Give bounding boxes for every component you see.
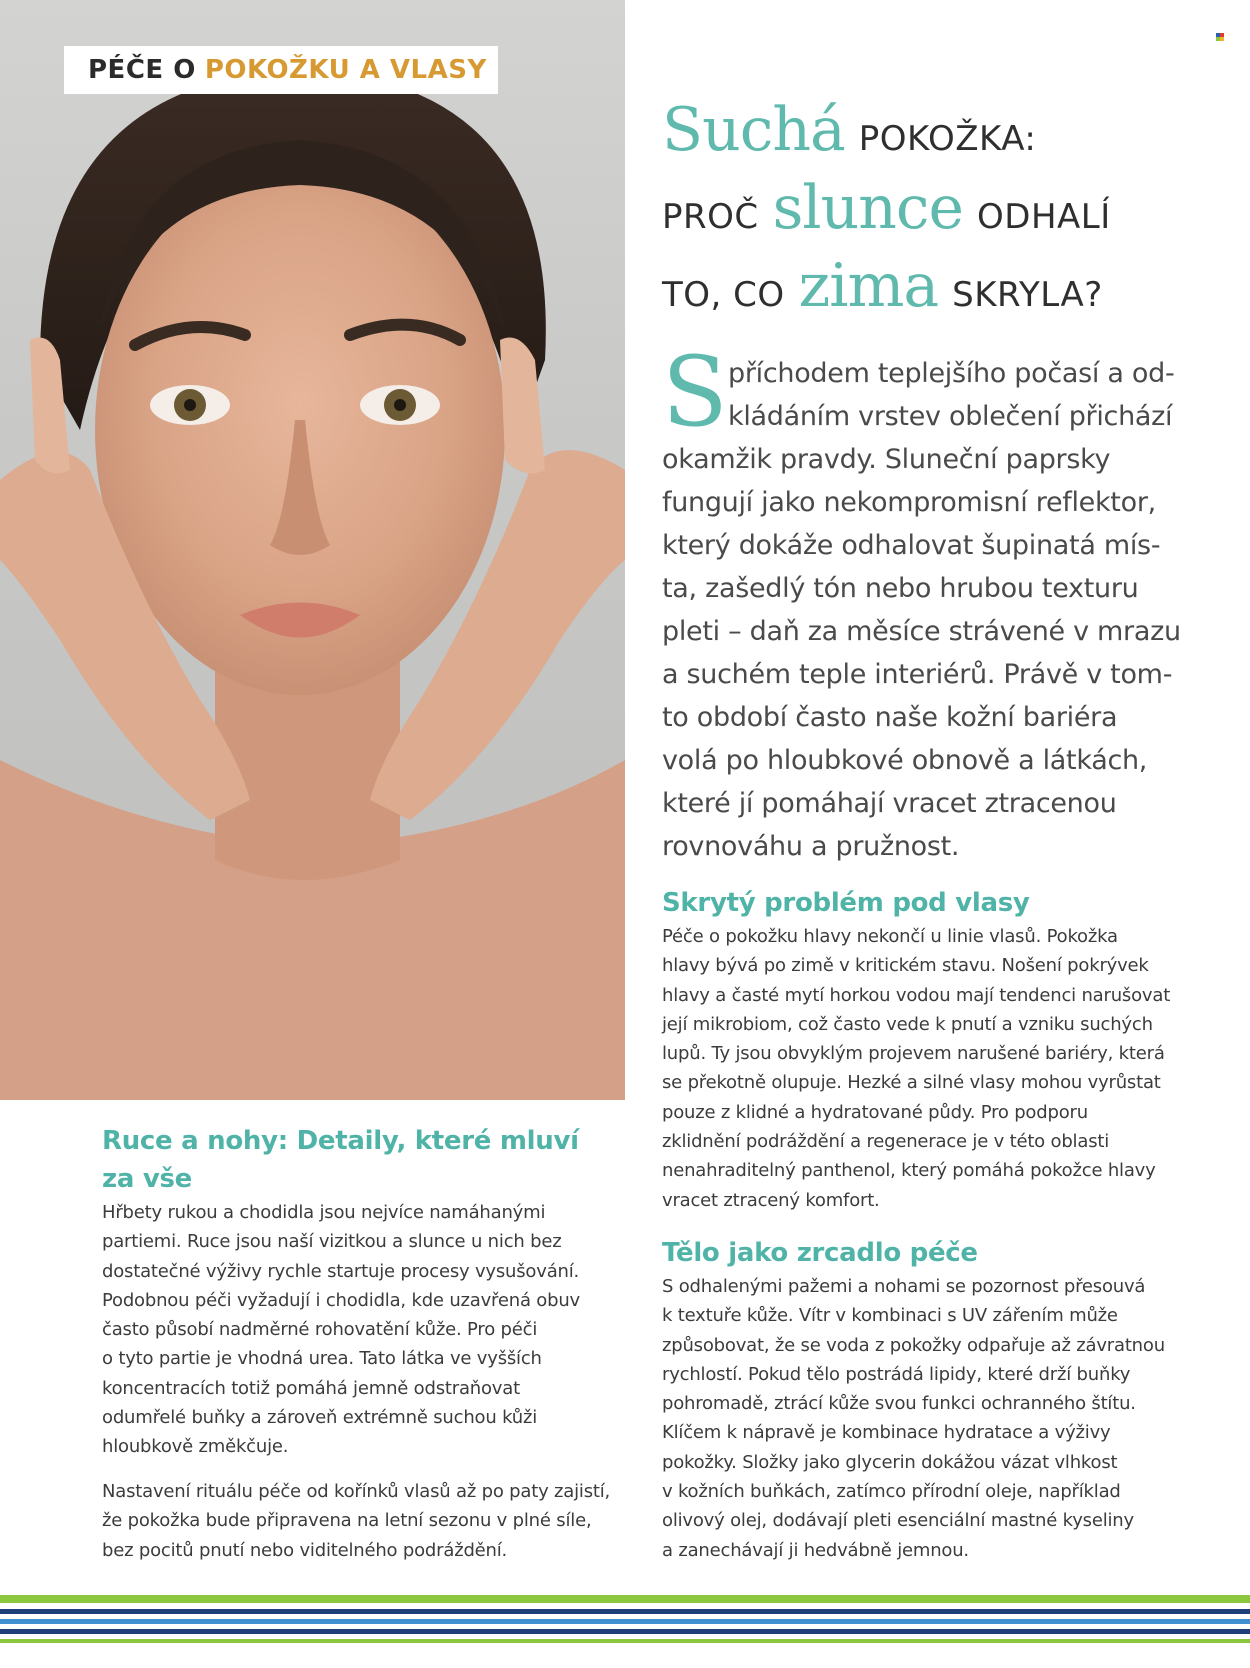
section-body [102,1198,622,1462]
body-line: zklidnění podráždění a regenerace je v této oblasti [662,1131,1110,1153]
stripe-green [0,1595,1250,1603]
title-caps-word: SKRYLA? [952,275,1103,315]
body-line: koncentracích totiž pomáhá jemně odstraňovat [102,1377,520,1399]
title-line-1 [662,95,1222,173]
footer-stripes [0,1595,1250,1643]
body-line: S odhalenými pažemi a nohami se pozornost přesouvá [662,1276,1146,1297]
body-line: Péče o pokožku hlavy nekončí u linie vlasů. Pokožka [662,926,1118,947]
body-line: vracet ztracený komfort. [662,1189,880,1211]
woman-portrait-illustration [0,0,625,1100]
body-line: hlavy bývá po zimě v kritickém stavu. Nošení pokrývek [662,955,1149,977]
section-body-care [662,1234,1202,1565]
body-line: Klíčem k nápravě je kombinace hydratace a výživy [662,1422,1111,1444]
lead-line: volá po hloubkové obnově a látkách, [662,745,1148,776]
section-heading-line: Ruce a nohy: Detaily, které mluví [102,1126,579,1156]
badge-text-dark: PÉČE O [88,55,196,85]
section-badge [64,46,498,94]
lead-line: fungují jako nekompromisní reflektor, [662,487,1156,518]
body-line: hlavy a časté mytí horkou vodou mají tendenci narušovat [662,984,1171,1006]
hero-photo [0,0,625,1100]
body-line: v kožních buňkách, zatímco přírodní oleje, například [662,1481,1121,1503]
body-line: Hřbety rukou a chodidla jsou nejvíce namáhanými [102,1202,546,1223]
lead-line: ta, zašedlý tón nebo hrubou texturu [662,573,1139,604]
body-line: se překotně olupuje. Hezké a silné vlasy mohou vyrůstat [662,1072,1161,1094]
body-line: olivový olej, dodávají pleti esenciální mastné kyseliny [662,1510,1134,1532]
body-line: často působí nadměrné rohovatění kůže. Pro péči [102,1319,538,1341]
body-line: o tyto partie je vhodná urea. Tato látka ve vyšších [102,1348,542,1370]
body-line: nenahraditelný panthenol, který pomáhá pokožce hlavy [662,1160,1156,1182]
section-heading: Skrytý problém pod vlasy [662,888,1030,918]
lead-line: okamžik pravdy. Sluneční paprsky [662,444,1111,475]
lead-line: které jí pomáhají vracet ztracenou [662,788,1117,819]
body-line: její mikrobiom, což často vede k pnutí a vzniku suchých [662,1013,1153,1035]
lead-line: a suchém teple interiérů. Právě v tom- [662,659,1173,690]
section-body [662,1272,1202,1565]
section-heading: Tělo jako zrcadlo péče [662,1238,978,1268]
body-line: rychlostí. Pokud tělo postrádá lipidy, které drží buňky [662,1363,1131,1385]
section-heading-line: za vše [102,1164,192,1194]
body-line: dostatečné výživy rychle startuje procesy vysušování. [102,1260,580,1282]
section-scalp [662,884,1202,1215]
title-caps-word: ODHALÍ [977,197,1111,237]
body-line: odumřelé buňky a zároveň extrémně suchou kůži [102,1407,538,1429]
body-line: lupů. Ty jsou obvyklým projevem narušené bariéry, která [662,1043,1165,1065]
lead-line: příchodem teplejšího počasí a od- [728,358,1175,389]
badge-text-gold: POKOŽKU A VLASY [204,55,487,85]
body-line: Nastavení rituálu péče od kořínků vlasů až po paty zajistí, [102,1481,611,1502]
body-line: hloubkově změkčuje. [102,1436,289,1458]
lead-line: pleti – daň za měsíce strávené v mrazu [662,616,1181,647]
body-line: a zanechávají ji hedvábně jemnou. [662,1539,969,1561]
body-line: že pokožka bude připravena na letní sezonu v plné síle, [102,1510,592,1532]
title-script-word: slunce [772,173,964,243]
stripe-green [0,1639,1250,1643]
section-hands-feet [102,1122,622,1462]
body-line: pokožky. Složky jako glycerin dokážou vázat vlhkost [662,1451,1118,1473]
body-line: pouze z klidné a hydratované půdy. Pro podporu [662,1101,1088,1123]
corner-logo-icon [1216,33,1224,41]
body-line: způsobovat, že se voda z pokožky odpařuje až závratnou [662,1334,1165,1356]
title-line-3 [662,251,1222,329]
title-script-word: Suchá [662,95,845,165]
title-caps-word: TO, CO [662,275,785,315]
title-script-word: zima [798,251,939,321]
lead-line: kládáním vrstev oblečení přichází [728,401,1173,432]
body-line: Podobnou péči vyžadují i chodidla, kde uzavřená obuv [102,1289,580,1311]
body-line: bez pocitů pnutí nebo viditelného podráždění. [102,1539,508,1561]
title-line-2 [662,173,1222,251]
title-caps-word: PROČ [662,197,759,237]
closing-paragraph [102,1477,642,1565]
lead-line: to období často naše kožní bariéra [662,702,1118,733]
body-line: k textuře kůže. Vítr v kombinaci s UV zářením může [662,1305,1118,1327]
title-caps-word: POKOŽKA: [858,119,1037,159]
article-title [662,95,1222,329]
section-body [662,922,1202,1215]
lead-line: který dokáže odhalovat šupinatá mís- [662,530,1161,561]
lead-paragraph [662,352,1192,868]
body-line: partiemi. Ruce jsou naší vizitkou a slunce u nich bez [102,1231,562,1253]
lead-line: rovnováhu a pružnost. [662,831,960,862]
drop-cap: S [662,336,728,448]
body-line: pohromadě, ztrácí kůže svou funkci ochranného štítu. [662,1393,1136,1415]
